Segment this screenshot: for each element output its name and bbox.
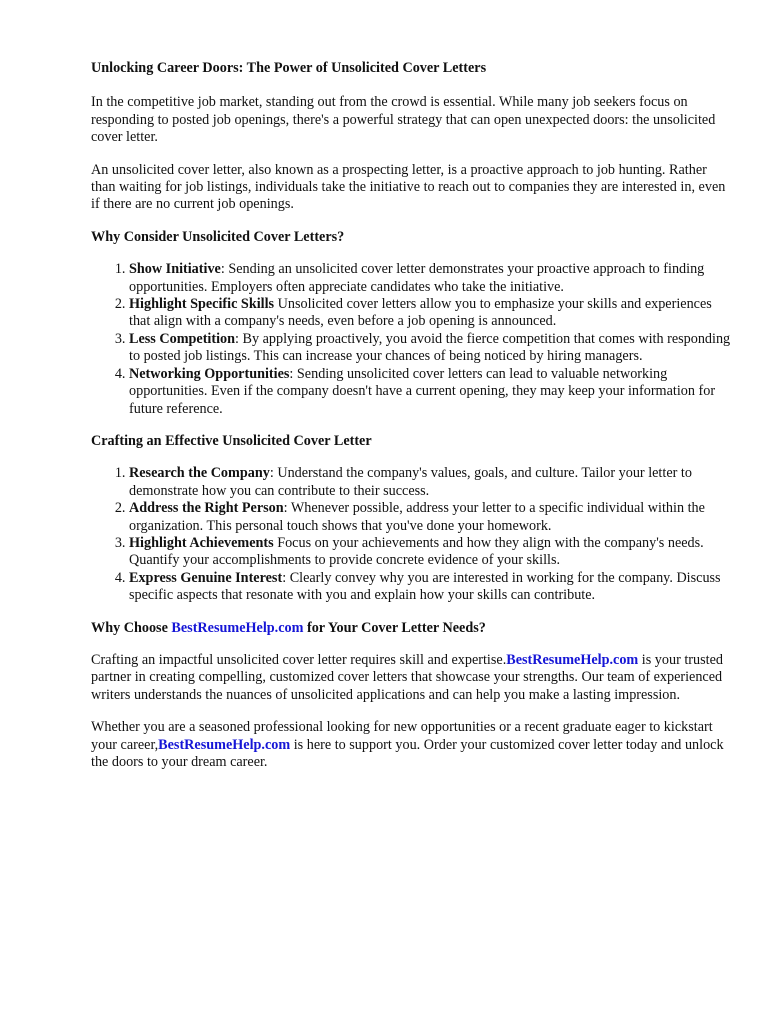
why-consider-heading: Why Consider Unsolicited Cover Letters? [91,228,345,245]
list-item-term: Express Genuine Interest [129,569,283,586]
list-item-separator: : [220,261,229,278]
paragraph-text: Whether you are a seasoned professional looking for new opportunities or a recent graduate eager to kickstart your career, [91,719,713,753]
why-choose-paragraph-2 [91,719,731,771]
why-choose-heading-post: for Your Cover Letter Needs? [303,619,486,636]
list-item-term: Research the Company [129,465,270,482]
bestresumehelp-link[interactable]: BestResumeHelp.com [171,619,304,636]
document-page [91,60,731,786]
document-title: Unlocking Career Doors: The Power of Unsolicited Cover Letters [91,60,487,76]
list-item-text: Focus on your achievements and how they align with the company's needs. Quantify your accomplishments to provide concrete evidence of your skills. [129,534,704,569]
list-item-text: Understand the company's values, goals, and culture. Tailor your letter to demonstrate how you can contribute to their success. [129,465,692,499]
list-item [129,465,731,500]
paragraph-text: is your trusted partner in creating compelling, customized cover letters that showcase your strengths. Our team of experienced writers understands the nuances of unsolicited applications and can help you make a lasting impression. [91,651,723,703]
bestresumehelp-link[interactable]: BestResumeHelp.com [158,736,291,753]
list-item-term: Less Competition [129,330,236,347]
list-item-separator: : [282,569,290,586]
list-item-term: Networking Opportunities [129,365,290,382]
list-item-separator: : [283,500,291,517]
why-consider-list [91,261,731,418]
list-item-text: Sending an unsolicited cover letter demonstrates your proactive approach to finding opportunities. Employers often appreciate candidates who take the initiative. [129,261,705,295]
crafting-heading: Crafting an Effective Unsolicited Cover Letter [91,432,372,449]
why-choose-paragraph-1 [91,652,731,704]
list-item-term: Highlight Achievements [129,534,274,551]
list-item-separator: : [289,365,297,382]
intro-paragraph-2: An unsolicited cover letter, also known as a prospecting letter, is a proactive approach to job hunting. Rather than waiting for job listings, individuals take the initiative to reach out to companies they are interested in, even if there are no current job openings. [91,161,726,213]
list-item-text: Clearly convey why you are interested in working for the company. Discuss specific aspects that resonate with you and explain how your skills can contribute. [129,569,721,604]
list-item-text: By applying proactively, you avoid the fierce competition that comes with responding to posted job listings. This can increase your chances of being noticed by hiring managers. [129,330,731,365]
list-item-separator: : [269,465,278,482]
list-item [129,331,731,366]
list-item [129,366,731,418]
intro-paragraph-1: In the competitive job market, standing out from the crowd is essential. While many job seekers focus on responding to posted job openings, there's a powerful strategy that can open unexpected doors: the unsolicited cover letter. [91,94,716,146]
list-item-term: Highlight Specific Skills [129,296,275,313]
why-choose-heading-pre: Why Choose [91,619,172,636]
list-item-text: Sending unsolicited cover letters can lead to valuable networking opportunities. Even if the company doesn't have a current opening, they may keep your information for future reference. [129,365,716,417]
list-item-separator: : [235,330,243,347]
list-item [129,500,731,535]
list-item [129,296,731,331]
list-item-text: Whenever possible, address your letter to a specific individual within the organization. This personal touch shows that you've done your homework. [129,500,705,534]
list-item [129,570,731,605]
crafting-list [91,465,731,604]
list-item-term: Address the Right Person [129,500,284,517]
bestresumehelp-link[interactable]: BestResumeHelp.com [506,651,639,668]
paragraph-text: is here to support you. Order your customized cover letter today and unlock the doors to your dream career. [91,736,724,770]
list-item-term: Show Initiative [129,261,221,278]
list-item [129,535,731,570]
list-item-text: Unsolicited cover letters allow you to emphasize your skills and experiences that align with a company's needs, even before a job opening is announced. [129,296,712,330]
why-choose-heading [91,620,731,637]
list-item [129,261,731,296]
paragraph-text: Crafting an impactful unsolicited cover letter requires skill and expertise. [91,651,507,668]
